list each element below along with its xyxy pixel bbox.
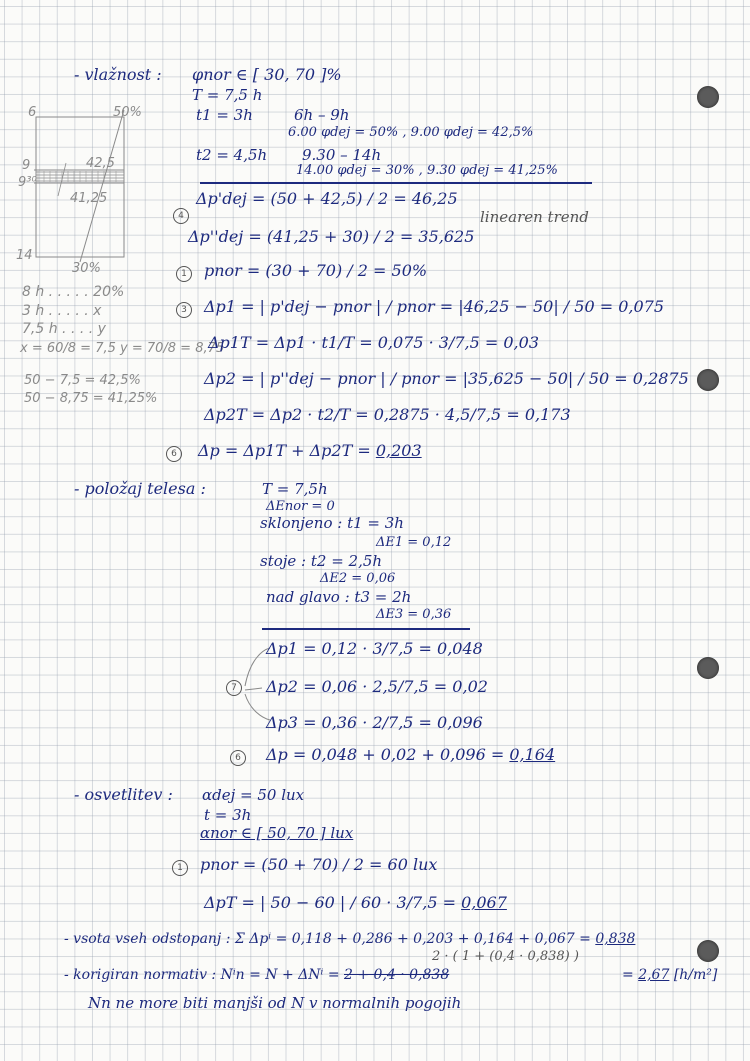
pencil-note-4: x = 60/8 = 7,5 y = 70/8 = 8,75: [20, 341, 225, 356]
korigiran-result: [622, 966, 717, 984]
graph-label-9: 9: [22, 158, 31, 173]
vsota-line: [64, 930, 635, 948]
polozaj-p-total-value: 0,164: [509, 745, 556, 764]
polozaj-p2: Δp2 = 0,06 · 2,5/7,5 = 0,02: [266, 677, 488, 696]
vlaznost-p1: Δp1 = | p'dej − pnor | / pnor = |46,25 − 50| / 50 = 0,075: [204, 297, 665, 316]
step-circle-3: 3: [176, 302, 192, 318]
korigiran-expr: - korigiran normativ : Nⁱn = N + ΔNⁱ =: [64, 967, 344, 983]
polozaj-E3: ΔE3 = 0,36: [376, 607, 452, 622]
korigiran-value: 2,67: [638, 967, 670, 983]
graph-label-42-5: 42,5: [86, 156, 115, 171]
korigiran-above: 2 · ( 1 + (0,4 · 0,838) ): [432, 949, 579, 964]
polozaj-E-nor: ΔEnor = 0: [266, 499, 335, 514]
vlaznost-p-total-value: 0,203: [375, 441, 422, 460]
vlaznost-p2: Δp2 = | p''dej − pnor | / pnor = |35,625 − 50| / 50 = 0,2875: [204, 369, 689, 388]
vlaznost-dp-first: Δp'dej = (50 + 42,5) / 2 = 46,25: [196, 189, 458, 208]
vlaznost-T: T = 7,5 h: [192, 86, 263, 104]
vlaznost-p-nor: pnor = (30 + 70) / 2 = 50%: [204, 261, 428, 280]
final-note: Nn ne more biti manjši od N v normalnih pogojih: [88, 994, 462, 1012]
vlaznost-t1-values: 6.00 φdej = 50% , 9.00 φdej = 42,5%: [288, 125, 534, 140]
vlaznost-dp-second: Δp''dej = (41,25 + 30) / 2 = 35,625: [188, 227, 475, 246]
vlaznost-range: φnor ∈ [ 30, 70 ]%: [192, 65, 342, 84]
polozaj-sklonjeno: sklonjeno : t1 = 3h: [260, 514, 404, 532]
graph-label-14: 14: [16, 248, 33, 263]
osvetlitev-pT-expr: ΔpT = | 50 − 60 | / 60 · 3/7,5 =: [204, 893, 462, 912]
pencil-note-6: 50 − 8,75 = 41,25%: [24, 391, 158, 406]
step-circle-6: 6: [166, 446, 182, 462]
pencil-note-3: 7,5 h . . . . y: [22, 321, 106, 337]
graph-label-6: 6: [28, 105, 37, 120]
graph-label-50: 50%: [113, 105, 142, 120]
korigiran-eq: =: [622, 967, 639, 983]
polozaj-stoje: stoje : t2 = 2,5h: [260, 552, 383, 570]
polozaj-p-total-expr: Δp = 0,048 + 0,02 + 0,096 =: [266, 745, 510, 764]
divider-vlaznost: [200, 182, 592, 184]
vlaznost-p2t: Δp2T = Δp2 · t2/T = 0,2875 · 4,5/7,5 = 0,173: [204, 405, 571, 424]
polozaj-header: - položaj telesa :: [74, 479, 206, 498]
step-circle-7: 7: [226, 680, 242, 696]
polozaj-p-total: [266, 746, 555, 764]
vlaznost-p-total-expr: Δp = Δp1T + Δp2T =: [198, 441, 376, 460]
polozaj-nad-glavo: nad glavo : t3 = 2h: [266, 588, 412, 606]
polozaj-p1: Δp1 = 0,12 · 3/7,5 = 0,048: [266, 639, 483, 658]
step-circle-6b: 6: [230, 750, 246, 766]
osvetlitev-a-nor: αnor ∈ [ 50, 70 ] lux: [200, 824, 354, 842]
vlaznost-header: - vlažnost :: [74, 65, 162, 84]
polozaj-T: T = 7,5h: [262, 480, 328, 498]
vlaznost-t1: t1 = 3h: [196, 106, 253, 124]
korigiran-line: [64, 966, 449, 984]
vlaznost-t2-values: 14.00 φdej = 30% , 9.30 φdej = 41,25%: [296, 163, 558, 178]
korigiran-unit: [h/m²]: [673, 967, 718, 983]
vlaznost-p1t: Δp1T = Δp1 · t1/T = 0,075 · 3/7,5 = 0,03: [208, 333, 539, 352]
osvetlitev-header: - osvetlitev :: [74, 785, 173, 804]
vlaznost-t2-time: 9.30 – 14h: [302, 146, 382, 164]
linear-trend-note: linearen trend: [480, 208, 589, 226]
graph-label-41-25: 41,25: [70, 191, 108, 206]
pencil-note-5: 50 − 7,5 = 42,5%: [24, 373, 141, 388]
step-circle-4: 4: [173, 208, 189, 224]
polozaj-p3: Δp3 = 0,36 · 2/7,5 = 0,096: [266, 713, 483, 732]
osvetlitev-pT: [204, 894, 507, 912]
polozaj-E1: ΔE1 = 0,12: [376, 535, 452, 550]
vlaznost-p-total: [198, 442, 422, 460]
divider-polozaj: [262, 628, 470, 630]
osvetlitev-t: t = 3h: [204, 806, 252, 824]
vlaznost-t1-time: 6h – 9h: [294, 106, 350, 124]
pencil-note-1: 8 h . . . . . 20%: [22, 284, 125, 300]
graph-label-930: 9³⁰: [18, 175, 37, 190]
vlaznost-t2: t2 = 4,5h: [196, 146, 268, 164]
step-circle-1b: 1: [172, 860, 188, 876]
osvetlitev-pT-value: 0,067: [461, 893, 507, 912]
step-circle-1: 1: [176, 266, 192, 282]
osvetlitev-p-nor: pnor = (50 + 70) / 2 = 60 lux: [200, 855, 438, 874]
polozaj-E2: ΔE2 = 0,06: [320, 571, 396, 586]
korigiran-struck: 2 + 0,4 · 0,838: [344, 967, 450, 983]
vsota-expr: - vsota vseh odstopanj : Σ Δpⁱ = 0,118 + 0,286 + 0,203 + 0,164 + 0,067 =: [64, 931, 596, 947]
vsota-value: 0,838: [595, 931, 636, 947]
osvetlitev-a-dej: αdej = 50 lux: [202, 786, 305, 804]
pencil-note-2: 3 h . . . . . x: [22, 303, 102, 319]
graph-label-30: 30%: [72, 261, 101, 276]
